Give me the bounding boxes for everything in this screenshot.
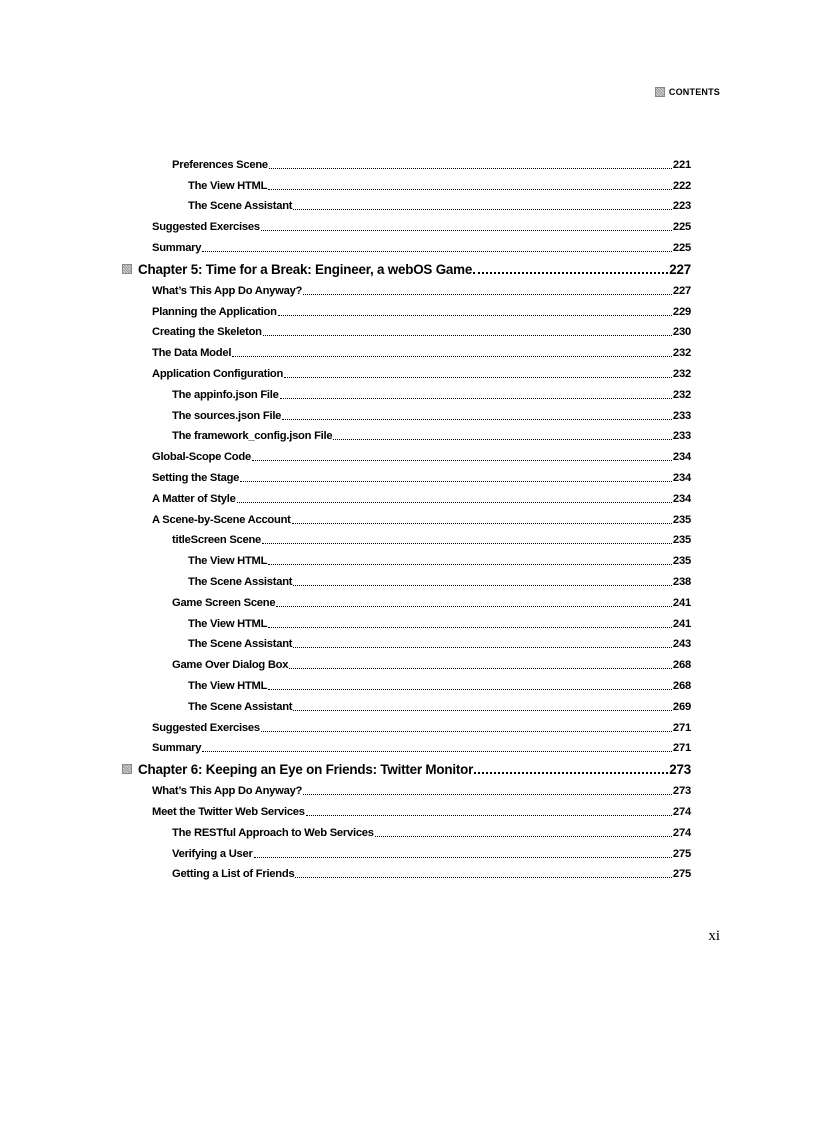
dot-leader <box>263 335 672 336</box>
toc-entry-title: The framework_config.json File <box>172 430 333 443</box>
header-square-icon <box>655 87 665 97</box>
toc-entry-title: Verifying a User <box>172 847 253 860</box>
dot-leader <box>289 668 672 669</box>
toc-entry <box>122 819 691 840</box>
dot-leader <box>293 585 672 586</box>
toc-entry-page: 271 <box>672 742 691 755</box>
dot-leader <box>284 377 672 378</box>
dot-leader <box>306 815 672 816</box>
toc-entry-title: Suggested Exercises <box>152 721 260 734</box>
toc-entry <box>122 777 691 798</box>
toc-entry-title: Meet the Twitter Web Services <box>152 805 305 818</box>
toc-chapter-entry <box>122 255 691 277</box>
toc-entry-title: What’s This App Do Anyway? <box>152 284 303 297</box>
toc-entry <box>122 693 691 714</box>
toc-entry-page: 234 <box>672 471 691 484</box>
toc-entry-page: 233 <box>672 409 691 422</box>
dot-leader <box>293 710 672 711</box>
dot-leader <box>303 294 672 295</box>
chapter-square-icon <box>122 264 132 274</box>
dot-leader <box>269 168 672 169</box>
toc-entry-title: Application Configuration <box>152 367 284 380</box>
toc-entry <box>122 234 691 255</box>
dot-leader <box>232 356 672 357</box>
toc-entry-title: Suggested Exercises <box>152 221 260 234</box>
toc-entry-page: 221 <box>672 158 691 171</box>
dot-leader <box>237 502 672 503</box>
toc-entry <box>122 319 691 340</box>
toc-entry-page: 274 <box>672 826 691 839</box>
dot-leader <box>240 481 672 482</box>
dot-leader <box>261 731 672 732</box>
page-number: xi <box>708 928 720 944</box>
toc-entry <box>122 568 691 589</box>
toc-entry-title: Setting the Stage <box>152 471 240 484</box>
toc-entry-title: Chapter 5: Time for a Break: Engineer, a webOS Game <box>138 261 473 277</box>
toc-entry-page: 275 <box>672 847 691 860</box>
toc-entry-title: The Scene Assistant <box>188 200 293 213</box>
toc-entry-page: 268 <box>672 659 691 672</box>
toc-entry-page: 243 <box>672 638 691 651</box>
toc-entry <box>122 798 691 819</box>
dot-leader <box>474 772 668 774</box>
toc-entry-page: 227 <box>669 261 691 277</box>
toc-entry <box>122 589 691 610</box>
toc-entry-page: 234 <box>672 492 691 505</box>
toc-entry-page: 238 <box>672 575 691 588</box>
toc-entry <box>122 610 691 631</box>
toc-entry-page: 235 <box>672 513 691 526</box>
toc-entry <box>122 464 691 485</box>
toc-entry <box>122 381 691 402</box>
toc-entry-page: 234 <box>672 451 691 464</box>
toc-entry <box>122 672 691 693</box>
dot-leader <box>303 794 672 795</box>
toc-entry <box>122 506 691 527</box>
toc-entry-title: Global-Scope Code <box>152 451 251 464</box>
toc-entry <box>122 193 691 214</box>
header-label: CONTENTS <box>668 87 720 97</box>
toc-entry-title: Creating the Skeleton <box>152 326 262 339</box>
toc-chapter-entry <box>122 755 691 777</box>
toc-entry-page: 241 <box>672 596 691 609</box>
toc-entry-page: 273 <box>669 762 691 778</box>
toc-entry-page: 233 <box>672 430 691 443</box>
toc-entry <box>122 402 691 423</box>
dot-leader <box>473 272 668 274</box>
toc-entry <box>122 714 691 735</box>
dot-leader <box>268 189 672 190</box>
toc-entry <box>122 840 691 861</box>
dot-leader <box>261 230 672 231</box>
running-header <box>655 87 720 97</box>
toc-entry-title: Summary <box>152 742 202 755</box>
toc-entry-page: 235 <box>672 534 691 547</box>
toc-entry-title: A Scene-by-Scene Account <box>152 513 291 526</box>
toc-entry <box>122 735 691 756</box>
toc-entry-page: 223 <box>672 200 691 213</box>
dot-leader <box>254 857 672 858</box>
toc-entry-page: 274 <box>672 805 691 818</box>
toc-entry <box>122 339 691 360</box>
toc-entry-page: 269 <box>672 700 691 713</box>
toc-entry-title: Preferences Scene <box>172 158 268 171</box>
toc-entry-page: 230 <box>672 326 691 339</box>
toc-entry-title: Chapter 6: Keeping an Eye on Friends: Twitter Monitor <box>138 762 474 778</box>
toc-entry-page: 273 <box>672 785 691 798</box>
toc-entry <box>122 527 691 548</box>
chapter-square-icon <box>122 764 132 774</box>
dot-leader <box>276 606 672 607</box>
toc-entry-title: The View HTML <box>188 179 268 192</box>
toc-entry-page: 225 <box>672 221 691 234</box>
dot-leader <box>295 877 672 878</box>
toc-entry <box>122 631 691 652</box>
dot-leader <box>202 251 672 252</box>
toc-entry-title: The RESTful Approach to Web Services <box>172 826 374 839</box>
toc-entry <box>122 213 691 234</box>
toc-entry-title: The Scene Assistant <box>188 700 293 713</box>
dot-leader <box>268 564 672 565</box>
toc-entry <box>122 151 691 172</box>
toc-entry <box>122 861 691 882</box>
toc-entry-title: The Scene Assistant <box>188 638 293 651</box>
toc-entry-title: The View HTML <box>188 555 268 568</box>
dot-leader <box>282 419 672 420</box>
toc-entry-page: 227 <box>672 284 691 297</box>
dot-leader <box>333 439 672 440</box>
dot-leader <box>293 647 672 648</box>
toc-entry-page: 229 <box>672 305 691 318</box>
toc-entry-page: 232 <box>672 347 691 360</box>
table-of-contents <box>122 151 691 881</box>
toc-entry-page: 275 <box>672 868 691 881</box>
toc-entry-page: 232 <box>672 367 691 380</box>
dot-leader <box>262 543 672 544</box>
toc-entry-title: titleScreen Scene <box>172 534 262 547</box>
toc-entry-title: The Data Model <box>152 347 232 360</box>
toc-entry <box>122 298 691 319</box>
toc-entry <box>122 172 691 193</box>
dot-leader <box>252 460 672 461</box>
toc-entry-title: What’s This App Do Anyway? <box>152 785 303 798</box>
toc-entry <box>122 547 691 568</box>
toc-entry <box>122 443 691 464</box>
toc-entry-page: 235 <box>672 555 691 568</box>
dot-leader <box>202 751 672 752</box>
dot-leader <box>268 627 672 628</box>
toc-entry <box>122 360 691 381</box>
dot-leader <box>375 836 672 837</box>
toc-entry-title: Summary <box>152 241 202 254</box>
toc-entry <box>122 277 691 298</box>
toc-entry-title: Getting a List of Friends <box>172 868 295 881</box>
dot-leader <box>293 209 672 210</box>
toc-entry <box>122 423 691 444</box>
toc-entry-title: Planning the Application <box>152 305 277 318</box>
toc-entry-page: 225 <box>672 241 691 254</box>
toc-entry <box>122 651 691 672</box>
dot-leader <box>278 315 672 316</box>
toc-entry-title: The sources.json File <box>172 409 282 422</box>
toc-entry-page: 268 <box>672 679 691 692</box>
dot-leader <box>268 689 672 690</box>
toc-entry <box>122 485 691 506</box>
dot-leader <box>292 523 672 524</box>
toc-entry-title: The appinfo.json File <box>172 388 279 401</box>
toc-entry-title: The View HTML <box>188 679 268 692</box>
toc-entry-title: The Scene Assistant <box>188 575 293 588</box>
toc-entry-title: Game Screen Scene <box>172 596 276 609</box>
dot-leader <box>280 398 672 399</box>
toc-entry-page: 271 <box>672 721 691 734</box>
toc-entry-title: A Matter of Style <box>152 492 236 505</box>
toc-entry-title: Game Over Dialog Box <box>172 659 289 672</box>
toc-entry-title: The View HTML <box>188 617 268 630</box>
toc-entry-page: 232 <box>672 388 691 401</box>
toc-entry-page: 222 <box>672 179 691 192</box>
toc-entry-page: 241 <box>672 617 691 630</box>
